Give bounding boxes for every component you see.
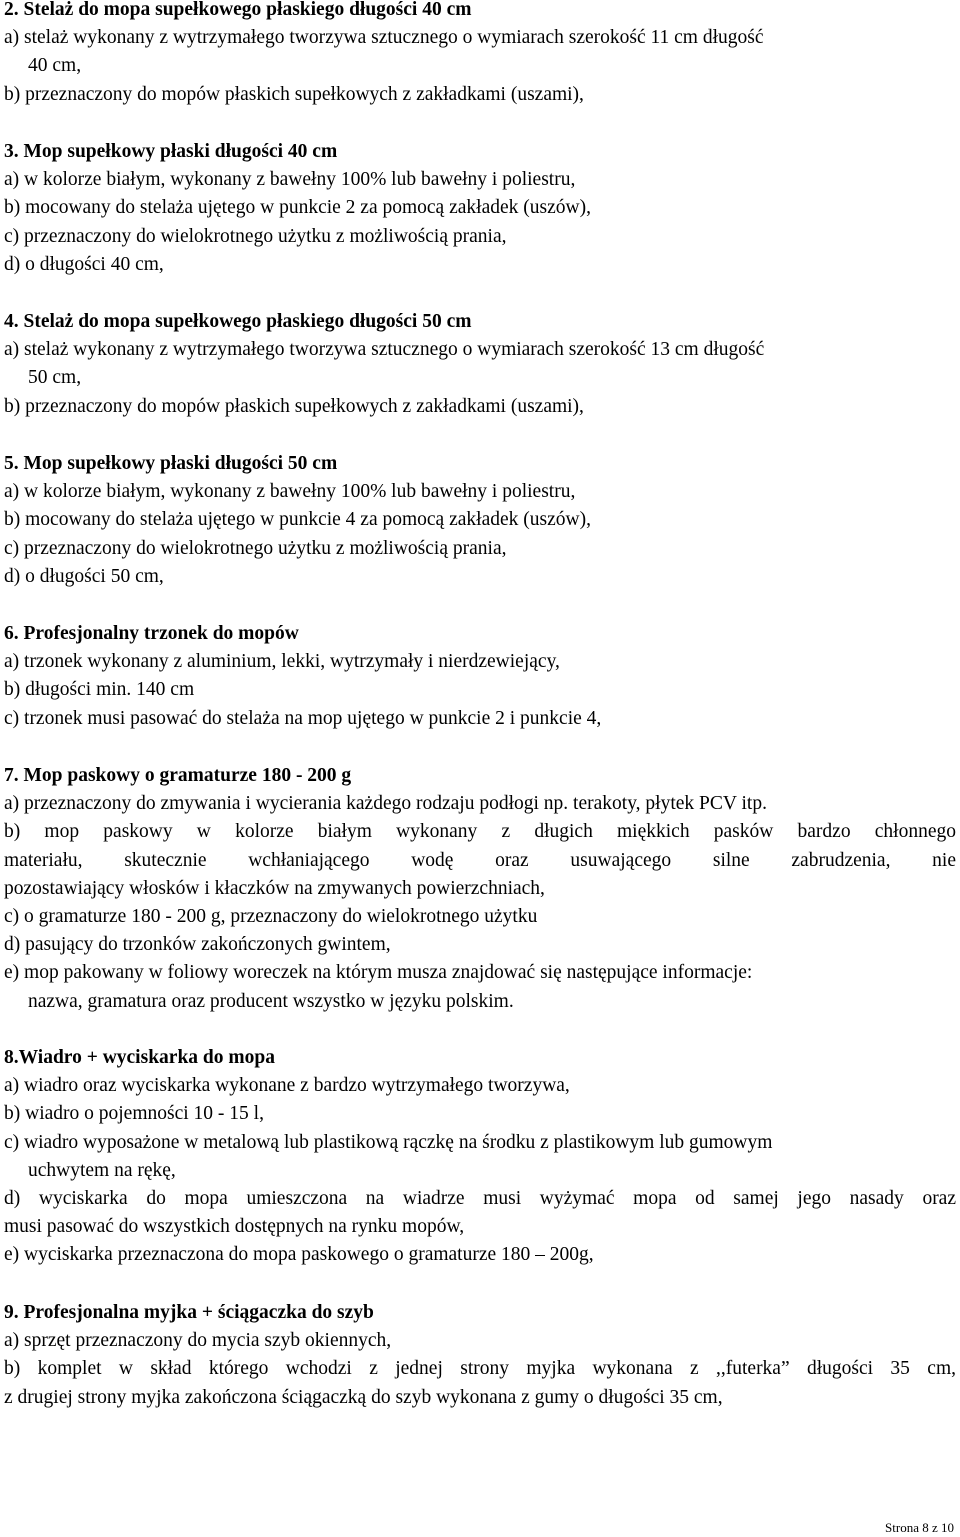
section-line: e) mop pakowany w foliowy woreczek na którym musza znajdować się następujące informacje: <box>4 962 753 984</box>
section-line: pozostawiający włosków i kłaczków na zmywanych powierzchniach, <box>4 877 545 899</box>
section-line: d) o długości 50 cm, <box>4 565 164 587</box>
section-line: c) o gramaturze 180 - 200 g, przeznaczony do wielokrotnego użytku <box>4 905 538 927</box>
section-line: 50 cm, <box>28 367 82 389</box>
page-number: Strona 8 z 10 <box>885 1520 954 1535</box>
section-2 <box>4 0 956 109</box>
section-line: c) trzonek musi pasować do stelaża na mop ujętego w punkcie 2 i punkcie 4, <box>4 707 602 729</box>
section-line: d) o długości 40 cm, <box>4 253 164 275</box>
section-heading: 8.Wiadro + wyciskarka do mopa <box>4 1047 275 1068</box>
section-8 <box>4 1044 956 1270</box>
section-line: a) w kolorze białym, wykonany z bawełny 100% lub bawełny i poliestru, <box>4 169 576 191</box>
section-heading: 4. Stelaż do mopa supełkowego płaskiego długości 50 cm <box>4 311 472 332</box>
section-line: b) przeznaczony do mopów płaskich supełkowych z zakładkami (uszami), <box>4 395 584 417</box>
section-line: a) trzonek wykonany z aluminium, lekki, wytrzymały i nierdzewiejący, <box>4 651 560 673</box>
section-line: b) przeznaczony do mopów płaskich supełkowych z zakładkami (uszami), <box>4 83 584 105</box>
section-line: a) wiadro oraz wyciskarka wykonane z bardzo wytrzymałego tworzywa, <box>4 1075 570 1097</box>
section-heading: 9. Profesjonalna myjka + ściągaczka do szyb <box>4 1302 374 1323</box>
section-line: d) wyciskarka do mopa umieszczona na wiadrze musi wyżymać mopa od samej jego nasady oraz <box>4 1187 956 1209</box>
section-heading: 5. Mop supełkowy płaski długości 50 cm <box>4 453 338 474</box>
section-9 <box>4 1299 956 1412</box>
section-line: a) przeznaczony do zmywania i wycierania każdego rodzaju podłogi np. terakoty, płytek PCV itp. <box>4 793 767 815</box>
section-7 <box>4 762 956 1016</box>
section-line: musi pasować do wszystkich dostępnych na rynku mopów, <box>4 1216 465 1238</box>
section-line: uchwytem na rękę, <box>28 1159 176 1181</box>
section-line: c) wiadro wyposażone w metalową lub plastikową rączkę na środku z plastikowym lub gumowym <box>4 1131 773 1153</box>
section-line: 40 cm, <box>28 55 82 77</box>
section-line: c) przeznaczony do wielokrotnego użytku z możliwością prania, <box>4 225 507 247</box>
section-5 <box>4 450 956 591</box>
section-3 <box>4 138 956 279</box>
section-4 <box>4 308 956 421</box>
section-line: a) stelaż wykonany z wytrzymałego tworzywa sztucznego o wymiarach szerokość 13 cm długość <box>4 339 765 361</box>
section-line: b) mop paskowy w kolorze białym wykonany z długich miękkich pasków bardzo chłonnego <box>4 821 956 843</box>
section-heading: 2. Stelaż do mopa supełkowego płaskiego długości 40 cm <box>4 0 472 20</box>
section-heading: 7. Mop paskowy o gramaturze 180 - 200 g <box>4 765 352 786</box>
section-heading: 6. Profesjonalny trzonek do mopów <box>4 623 299 644</box>
section-line: b) mocowany do stelaża ujętego w punkcie 4 za pomocą zakładek (uszów), <box>4 509 591 531</box>
section-line: b) mocowany do stelaża ujętego w punkcie 2 za pomocą zakładek (uszów), <box>4 197 591 219</box>
section-line: b) komplet w skład którego wchodzi z jednej strony myjka wykonana z ,,futerka” długości 35 cm, <box>4 1358 956 1380</box>
section-line: nazwa, gramatura oraz producent wszystko w języku polskim. <box>28 990 514 1012</box>
section-line: c) przeznaczony do wielokrotnego użytku z możliwością prania, <box>4 537 507 559</box>
section-6 <box>4 620 956 733</box>
section-line: d) pasujący do trzonków zakończonych gwintem, <box>4 934 391 956</box>
section-line: a) sprzęt przeznaczony do mycia szyb okiennych, <box>4 1330 392 1352</box>
section-line: materiału, skutecznie wchłaniającego wodę oraz usuwającego silne zabrudzenia, nie <box>4 849 956 871</box>
section-line: e) wyciskarka przeznaczona do mopa paskowego o gramaturze 180 – 200g, <box>4 1244 594 1266</box>
section-line: z drugiej strony myjka zakończona ściągaczką do szyb wykonana z gumy o długości 35 cm, <box>4 1386 723 1408</box>
section-line: b) długości min. 140 cm <box>4 679 195 701</box>
section-line: a) stelaż wykonany z wytrzymałego tworzywa sztucznego o wymiarach szerokość 11 cm długość <box>4 27 764 49</box>
section-line: a) w kolorze białym, wykonany z bawełny 100% lub bawełny i poliestru, <box>4 481 576 503</box>
section-line: b) wiadro o pojemności 10 - 15 l, <box>4 1103 264 1125</box>
section-heading: 3. Mop supełkowy płaski długości 40 cm <box>4 141 338 162</box>
